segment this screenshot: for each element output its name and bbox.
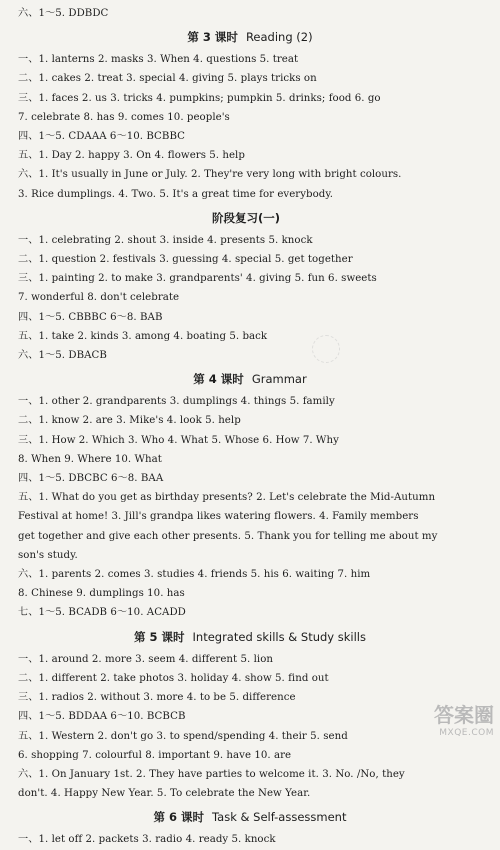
answer-line: 三、1. radios 2. without 3. more 4. to be 5. difference	[18, 692, 296, 704]
answer-line: 二、1. question 2. festivals 3. guessing 4. special 5. get together	[18, 254, 353, 266]
faint-stamp-mark	[312, 335, 340, 363]
answer-line: 四、1～5. BDDAA 6～10. BCBCB	[18, 711, 186, 723]
answer-line: Festival at home! 3. Jill's grandpa likes watering flowers. 4. Family members	[18, 511, 419, 523]
answer-line: 六、1. parents 2. comes 3. studies 4. friends 5. his 6. waiting 7. him	[18, 569, 371, 581]
section-heading	[18, 625, 482, 649]
answer-line: 七、1～5. BCADB 6～10. ACADD	[18, 607, 186, 619]
section-subtitle: Reading (2)	[245, 30, 313, 45]
answer-line: don't. 4. Happy New Year. 5. To celebrate the New Year.	[18, 788, 311, 800]
section-title: 第 6 课时	[153, 810, 205, 825]
answer-line: get together and give each other presents. 5. Thank you for telling me about my	[18, 530, 438, 542]
answer-line: 三、1. faces 2. us 3. tricks 4. pumpkins; pumpkin 5. drinks; food 6. go	[18, 92, 381, 104]
watermark-sub: MXQE.COM	[439, 728, 494, 738]
answer-line: 六、1～5. DBACB	[18, 350, 107, 362]
section-subtitle: Task & Self-assessment	[212, 810, 347, 825]
section-title: 阶段复习(一)	[211, 210, 280, 225]
answer-line: 四、1～5. CBBBC 6～8. BAB	[18, 311, 163, 323]
answer-line: 五、1. take 2. kinds 3. among 4. boating 5. back	[18, 330, 268, 342]
answer-line: 一、1. celebrating 2. shout 3. inside 4. presents 5. knock	[18, 234, 313, 246]
answer-line: 三、1. How 2. Which 3. Who 4. What 5. Whose 6. How 7. Why	[18, 434, 339, 446]
section-title: 第 5 课时	[134, 629, 185, 644]
answer-line: son's study.	[18, 549, 78, 561]
answer-line: 四、1～5. DBCBC 6～8. BAA	[18, 473, 164, 485]
watermark-main: 答案圈	[434, 703, 494, 727]
answer-line: 一、1. let off 2. packets 3. radio 4. ready 5. knock	[18, 834, 276, 846]
section-title: 第 3 课时	[187, 30, 238, 45]
answer-line: 五、1. Day 2. happy 3. On 4. flowers 5. help	[18, 150, 245, 162]
answer-line: 二、1. know 2. are 3. Mike's 4. look 5. help	[18, 415, 241, 427]
answer-line: 五、1. Western 2. don't go 3. to spend/spending 4. their 5. send	[18, 730, 348, 742]
answer-line: 六、1. It's usually in June or July. 2. They're very long with bright colours.	[18, 169, 402, 181]
answer-line: 六、1. On January 1st. 2. They have parties to welcome it. 3. No. /No, they	[18, 768, 405, 780]
answer-line: 7. celebrate 8. has 9. comes 10. people's	[18, 111, 230, 123]
section-heading	[18, 367, 482, 391]
answer-line: 六、1～5. DDBDC	[18, 8, 109, 19]
section-heading	[18, 805, 482, 829]
answer-line: 6. shopping 7. colourful 8. important 9. have 10. are	[18, 749, 292, 761]
answer-line: 二、1. different 2. take photos 3. holiday 4. show 5. find out	[18, 672, 329, 684]
answer-line: 一、1. around 2. more 3. seem 4. different 5. lion	[18, 653, 273, 665]
answer-line: 7. wonderful 8. don't celebrate	[18, 292, 180, 304]
answer-line: 8. When 9. Where 10. What	[18, 453, 162, 465]
section-subtitle: Integrated skills & Study skills	[192, 629, 366, 644]
answer-line: 二、1. cakes 2. treat 3. special 4. giving 5. plays tricks on	[18, 73, 317, 85]
answer-line: 8. Chinese 9. dumplings 10. has	[18, 588, 185, 600]
answer-line: 五、1. What do you get as birthday presents? 2. Let's celebrate the Mid-Autumn	[18, 492, 436, 504]
section-heading	[18, 206, 482, 230]
section-title: 第 4 课时	[193, 372, 244, 387]
answer-line: 四、1～5. CDAAA 6～10. BCBBC	[18, 131, 186, 143]
answer-line: 三、1. painting 2. to make 3. grandparents' 4. giving 5. fun 6. sweets	[18, 273, 377, 285]
section-heading	[18, 25, 482, 49]
site-watermark	[434, 703, 494, 742]
answer-key-page	[18, 4, 482, 850]
answer-line: 一、1. other 2. grandparents 3. dumplings 4. things 5. family	[18, 396, 335, 408]
section-subtitle: Grammar	[251, 372, 307, 387]
answer-line: 3. Rice dumplings. 4. Two. 5. It's a great time for everybody.	[18, 188, 334, 200]
answer-line: 一、1. lanterns 2. masks 3. When 4. questions 5. treat	[18, 54, 299, 66]
